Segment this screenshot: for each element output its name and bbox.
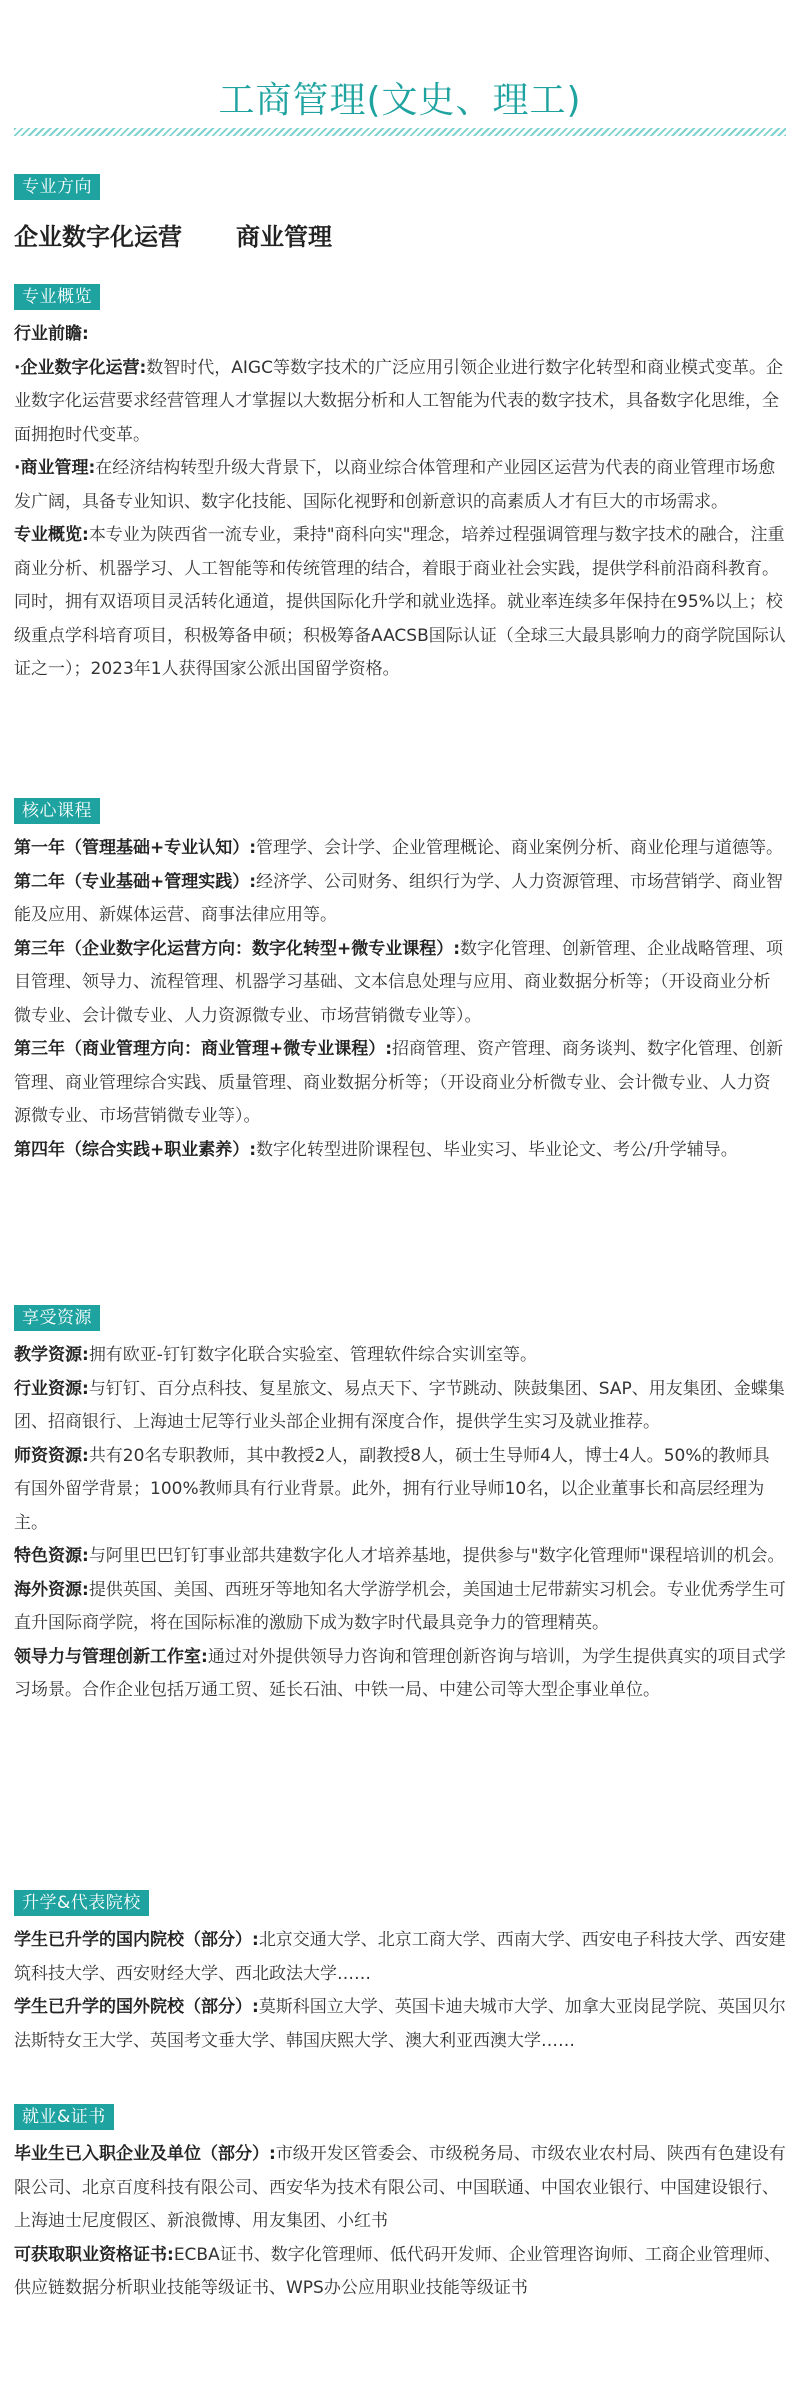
section-further-study bbox=[14, 1890, 786, 2058]
section-direction bbox=[14, 174, 786, 254]
resource-text: 与钉钉、百分点科技、复星旅文、易点天下、字节跳动、陕鼓集团、SAP、用友集团、金蝶集团、招商银行、上海迪士尼等行业头部企业拥有深度合作，提供学生实习及就业推荐。 bbox=[14, 1378, 785, 1432]
paragraph-text: 在经济结构转型升级大背景下，以商业综合体管理和产业园区运营为代表的商业管理市场愈发广阔，具备专业知识、数字化技能、国际化视野和创新意识的高素质人才有巨大的市场需求。 bbox=[14, 458, 776, 512]
course-text: 数字化管理、创新管理、企业战略管理、项目管理、领导力、流程管理、机器学习基础、文本信息处理与应用、商业数据分析等；（开设商业分析微专业、会计微专业、人力资源微专业、市场营销微专业等）。 bbox=[14, 938, 784, 1026]
resource-item bbox=[14, 1373, 786, 1440]
resources-body bbox=[14, 1339, 786, 1708]
course-label: 第二年（专业基础+管理实践）: bbox=[14, 871, 257, 892]
section-badge: 核心课程 bbox=[14, 798, 100, 824]
paragraph-label: 专业概览: bbox=[14, 525, 89, 545]
further-text: 莫斯科国立大学、英国卡迪夫城市大学、加拿大亚岗昆学院、英国贝尔法斯特女王大学、英国考文垂大学、韩国庆熙大学、澳大利亚西澳大学…… bbox=[14, 1997, 786, 2051]
section-badge: 享受资源 bbox=[14, 1305, 100, 1331]
employment-label: 毕业生已入职企业及单位（部分）: bbox=[14, 2144, 276, 2164]
overview-body bbox=[14, 318, 786, 687]
resource-item bbox=[14, 1540, 786, 1574]
course-year bbox=[14, 1134, 786, 1168]
resource-item bbox=[14, 1440, 786, 1541]
resource-item bbox=[14, 1339, 786, 1373]
course-text: 管理学、会计学、企业管理概论、商业案例分析、商业伦理与道德等。 bbox=[256, 838, 784, 858]
courses-body bbox=[14, 832, 786, 1167]
paragraph bbox=[14, 519, 786, 687]
course-text: 数字化转型进阶课程包、毕业实习、毕业论文、考公/升学辅导。 bbox=[256, 1139, 738, 1160]
further-body bbox=[14, 1924, 786, 2058]
section-badge: 就业&证书 bbox=[14, 2104, 114, 2130]
paragraph-label: ·商业管理: bbox=[14, 458, 96, 478]
resource-text: 通过对外提供领导力咨询和管理创新咨询与培训，为学生提供真实的项目式学习场景。合作企业包括万通工贸、延长石油、中铁一局、中建公司等大型企事业单位。 bbox=[14, 1646, 786, 1700]
section-badge: 升学&代表院校 bbox=[14, 1890, 149, 1916]
section-resources bbox=[14, 1305, 786, 1708]
course-label: 第三年（企业数字化运营方向：数字化转型+微专业课程）: bbox=[14, 938, 461, 959]
paragraph-text: 本专业为陕西省一流专业，秉持"商科向实"理念，培养过程强调管理与数字技术的融合，注重商业分析、机器学习、人工智能等和传统管理的结合，着眼于商业社会实践，提供学科前沿商科教育。同时，拥有双语项目灵活转化通道，提供国际化升学和就业选择。就业率连续多年保持在95%以上；校级重点学科培育项目，积极筹备申硕；积极筹备AACSB国际认证（全球三大最具影响力的商学院国际认证之一）；2023年1人获得国家公派出国留学资格。 bbox=[14, 525, 786, 679]
course-year bbox=[14, 866, 786, 933]
course-year bbox=[14, 832, 786, 866]
further-item bbox=[14, 1924, 786, 1991]
paragraph-label: ·企业数字化运营: bbox=[14, 357, 147, 378]
resource-item bbox=[14, 1574, 786, 1641]
employment-item bbox=[14, 2138, 786, 2239]
title-divider bbox=[14, 128, 786, 136]
direction-item: 商业管理 bbox=[236, 223, 332, 251]
direction-item: 企业数字化运营 bbox=[14, 223, 182, 251]
resource-label: 海外资源: bbox=[14, 1579, 89, 1600]
employment-text: ECBA证书、数字化管理师、低代码开发师、企业管理咨询师、工商企业管理师、供应链数据分析职业技能等级证书、WPS办公应用职业技能等级证书 bbox=[14, 2244, 781, 2298]
resource-label: 行业资源: bbox=[14, 1378, 89, 1399]
industry-heading: 行业前瞻: bbox=[14, 324, 89, 344]
page-title: 工商管理(文史、理工) bbox=[218, 80, 582, 121]
resource-item bbox=[14, 1641, 786, 1708]
resource-label: 领导力与管理创新工作室: bbox=[14, 1646, 208, 1667]
employment-item bbox=[14, 2239, 786, 2306]
resource-label: 教学资源: bbox=[14, 1345, 89, 1365]
section-employment bbox=[14, 2104, 786, 2306]
course-year bbox=[14, 1033, 786, 1134]
course-year bbox=[14, 933, 786, 1034]
section-badge: 专业方向 bbox=[14, 174, 100, 200]
employment-body bbox=[14, 2138, 786, 2306]
course-label: 第四年（综合实践+职业素养）: bbox=[14, 1139, 257, 1160]
resource-label: 师资资源: bbox=[14, 1445, 89, 1466]
further-label: 学生已升学的国外院校（部分）: bbox=[14, 1997, 259, 2017]
course-text: 招商管理、资产管理、商务谈判、数字化管理、创新管理、商业管理综合实践、质量管理、商业数据分析等；（开设商业分析微专业、会计微专业、人力资源微专业、市场营销微专业等）。 bbox=[14, 1039, 784, 1126]
further-label: 学生已升学的国内院校（部分）: bbox=[14, 1930, 259, 1950]
resource-text: 提供英国、美国、西班牙等地知名大学游学机会，美国迪士尼带薪实习机会。专业优秀学生可直升国际商学院，将在国际标准的激励下成为数字时代最具竞争力的管理精英。 bbox=[14, 1579, 786, 1633]
resource-text: 共有20名专职教师，其中教授2人，副教授8人，硕士生导师4人，博士4人。50%的教师具有国外留学背景；100%教师具有行业背景。此外，拥有行业导师10名，以企业董事长和高层经理为主。 bbox=[14, 1445, 770, 1533]
further-text: 北京交通大学、北京工商大学、西南大学、西安电子科技大学、西安建筑科技大学、西安财经大学、西北政法大学…… bbox=[14, 1930, 786, 1984]
course-label: 第三年（商业管理方向：商业管理+微专业课程）: bbox=[14, 1039, 393, 1059]
employment-text: 市级开发区管委会、市级税务局、市级农业农村局、陕西有色建设有限公司、北京百度科技有限公司、西安华为技术有限公司、中国联通、中国农业银行、中国建设银行、上海迪士尼度假区、新浪微博、用友集团、小红书 bbox=[14, 2144, 786, 2231]
resource-text: 拥有欧亚-钉钉数字化联合实验室、管理软件综合实训室等。 bbox=[88, 1345, 537, 1365]
paragraph bbox=[14, 452, 786, 519]
course-text: 经济学、公司财务、组织行为学、人力资源管理、市场营销学、商业智能及应用、新媒体运营、商事法律应用等。 bbox=[14, 871, 784, 925]
course-label: 第一年（管理基础+专业认知）: bbox=[14, 838, 257, 858]
section-overview bbox=[14, 284, 786, 687]
section-badge: 专业概览 bbox=[14, 284, 100, 310]
resource-label: 特色资源: bbox=[14, 1546, 89, 1566]
section-courses bbox=[14, 798, 786, 1167]
further-item bbox=[14, 1991, 786, 2058]
paragraph-text: 数智时代，AIGC等数字技术的广泛应用引领企业进行数字化转型和商业模式变革。企业数字化运营要求经营管理人才掌握以大数据分析和人工智能为代表的数字技术，具备数字化思维，全面拥抱时代变革。 bbox=[14, 357, 783, 445]
paragraph bbox=[14, 352, 786, 453]
direction-list bbox=[14, 220, 786, 254]
resource-text: 与阿里巴巴钉钉事业部共建数字化人才培养基地，提供参与"数字化管理师"课程培训的机会。 bbox=[88, 1546, 785, 1566]
employment-label: 可获取职业资格证书: bbox=[14, 2244, 174, 2265]
